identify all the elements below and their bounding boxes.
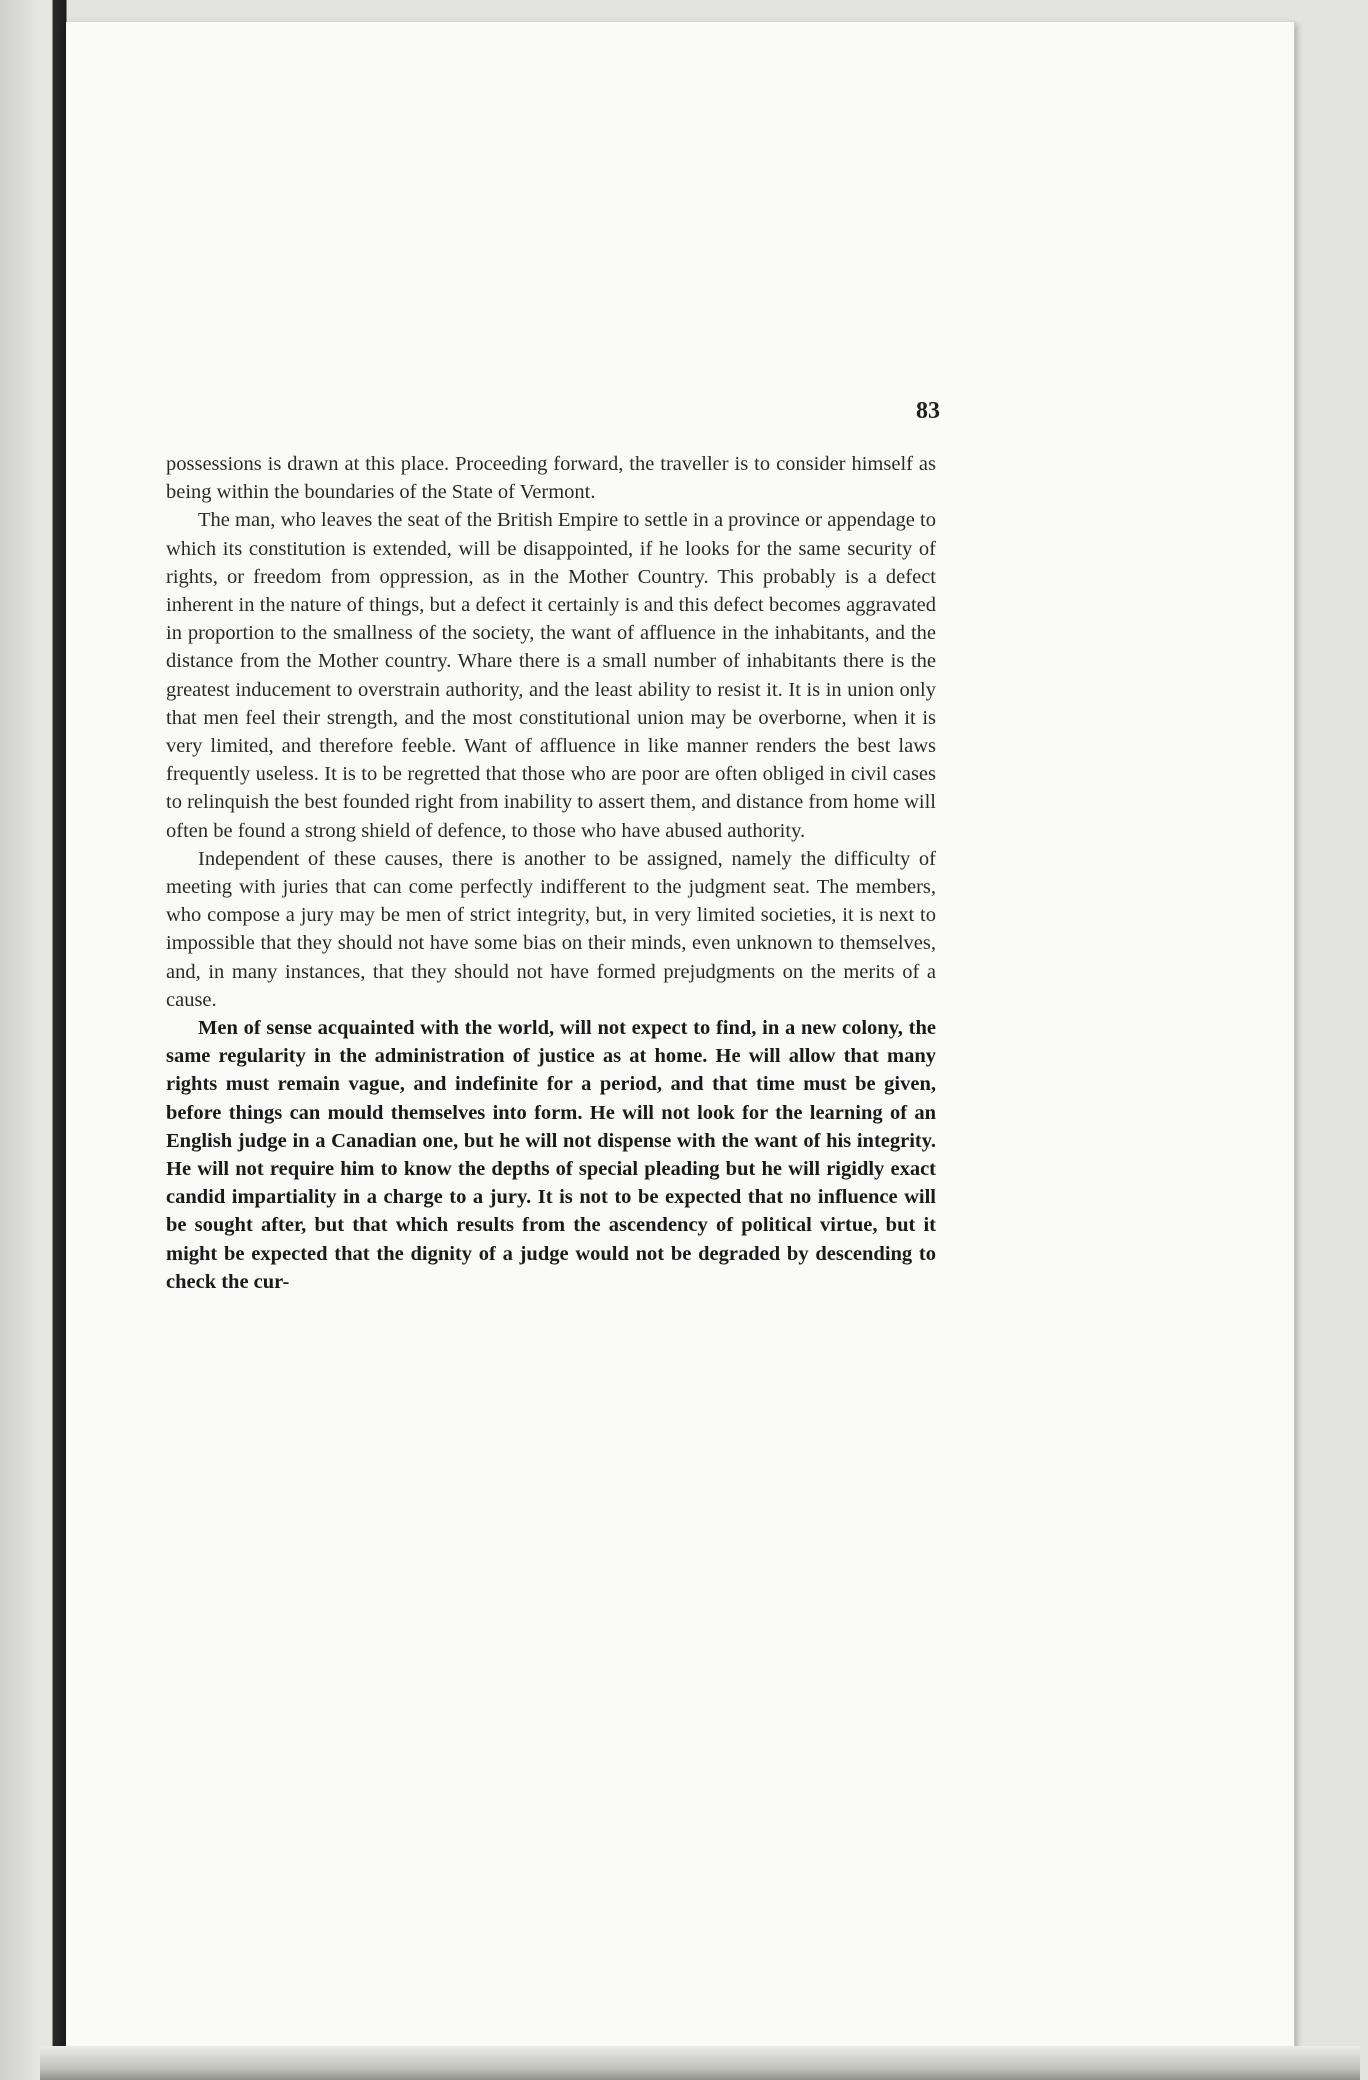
paragraph-3: Independent of these causes, there is another to be assigned, namely the difficulty of meeting with juries that can come perfectly indifferent to the judgment seat. The members, who compose a jury may be men of strict integrity, but, in very limited societies, it is next to impossible that they should not have some bias on their minds, even unknown to themselves, and, in many instances, that they should not have formed prejudgments on the merits of a cause. (166, 847, 936, 1011)
paragraph-1: possessions is drawn at this place. Proceeding forward, the traveller is to consider himself as being within the boundaries of the State of Vermont. (166, 453, 936, 504)
paragraph-2: The man, who leaves the seat of the British Empire to settle in a province or appendage to which its constitution is extended, will be disappointed, if he looks for the same security of rights, or freedom from oppression, as in the Mother Country. This probably is a defect inherent in the nature of things, but a defect it certainly is and this defect becomes aggravated in proportion to the smallness of the society, the want of affluence in the inhabitants, and the distance from the Mother country. Whare there is a small number of inhabitants there is the greatest inducement to overstrain authority, and the least ability to resist it. It is in union only that men feel their strength, and the most constitutional union may be overborne, when it is very limited, and therefore feeble. Want of affluence in like manner renders the best laws frequently useless. It is to be regretted that those who are poor are often obliged in civil cases to relinquish the best founded right from inability to assert them, and distance from home will often be found a strong shield of defence, to those who have abused authority. (166, 509, 936, 842)
book-binding-edge (0, 0, 70, 2080)
body-text (166, 450, 936, 1296)
page-bottom-edge (40, 2046, 1360, 2080)
paragraph-4: Men of sense acquainted with the world, will not expect to find, in a new colony, the same regularity in the administration of justice as at home. He will allow that many rights must remain vague, and indefinite for a period, and that time must be given, before things can mould themselves into form. He will not look for the learning of an English judge in a Canadian one, but he will not dispense with the want of his integrity. He will not require him to know the depths of special pleading but he will rigidly exact candid impartiality in a charge to a jury. It is not to be expected that no influence will be sought after, but that which results from the ascendency of political virtue, but it might be expected that the dignity of a judge would not be degraded by descending to check the cur- (166, 1017, 936, 1293)
page-number: 83 (916, 398, 940, 424)
